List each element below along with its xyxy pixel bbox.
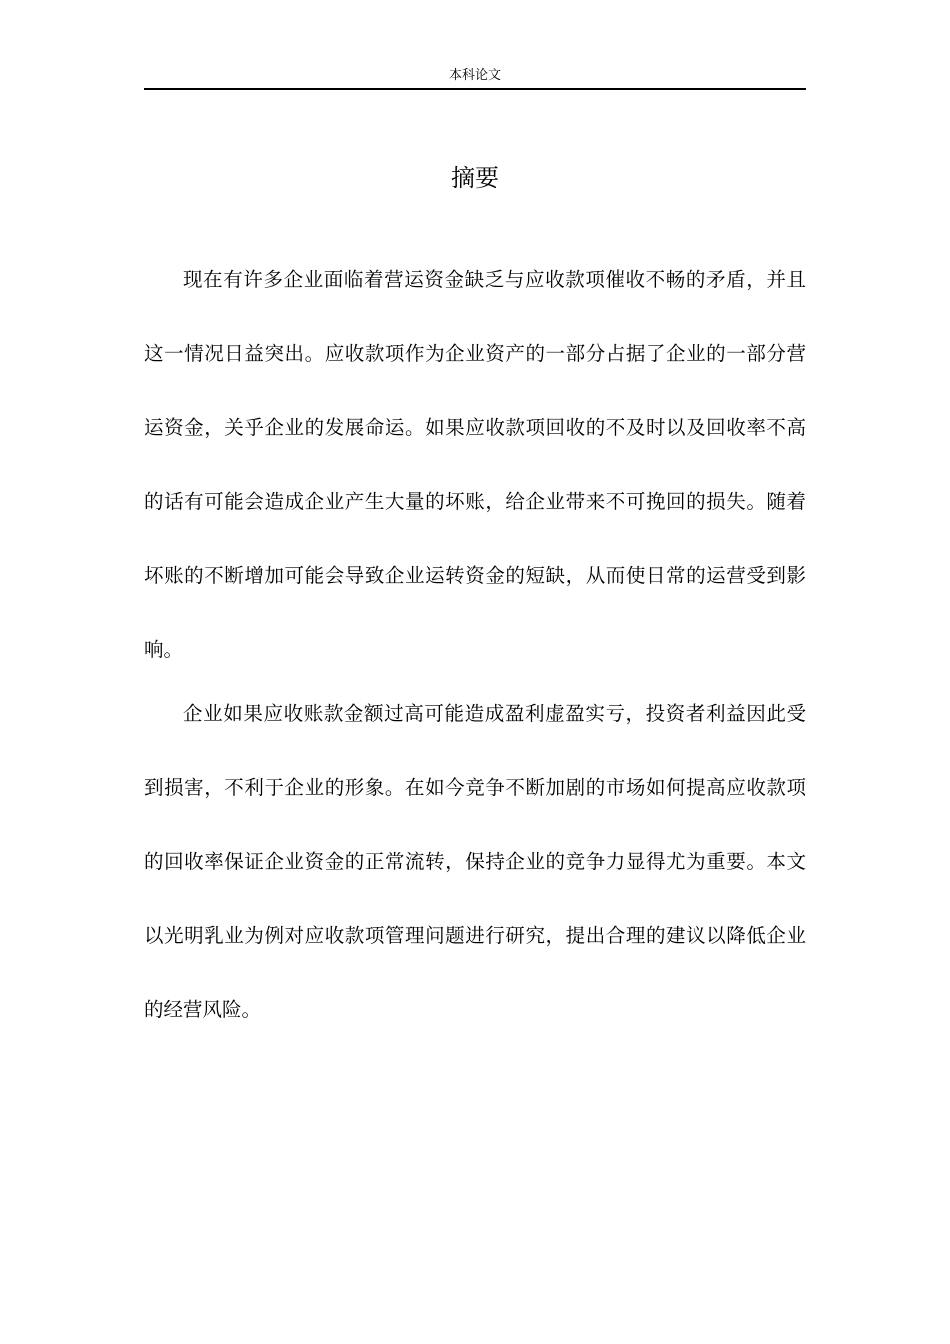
running-header: 本科论文 — [448, 68, 501, 83]
abstract-paragraph-2: 企业如果应收账款金额过高可能造成盈利虚盈实亏，投资者利益因此受到损害，不利于企业的形象。在如今竞争不断加剧的市场如何提高应收款项的回收率保证企业资金的正常流转，保持企业的竞争力显得尤为重要。本文以光明乳业为例对应收款项管理问题进行研究，提出合理的建议以降低企业的经营风险。 — [144, 702, 806, 1021]
abstract-paragraph-1: 现在有许多企业面临着营运资金缺乏与应收款项催收不畅的矛盾，并且这一情况日益突出。应收款项作为企业资产的一部分占据了企业的一部分营运资金，关乎企业的发展命运。如果应收款项回收的不及时以及回收率不高的话有可能会造成企业产生大量的坏账，给企业带来不可挽回的损失。随着坏账的不断增加可能会导致企业运转资金的短缺，从而使日常的运营受到影响。 — [144, 268, 806, 661]
abstract-body — [144, 243, 806, 1047]
abstract-title: 摘要 — [451, 164, 499, 192]
header-divider — [144, 88, 806, 90]
